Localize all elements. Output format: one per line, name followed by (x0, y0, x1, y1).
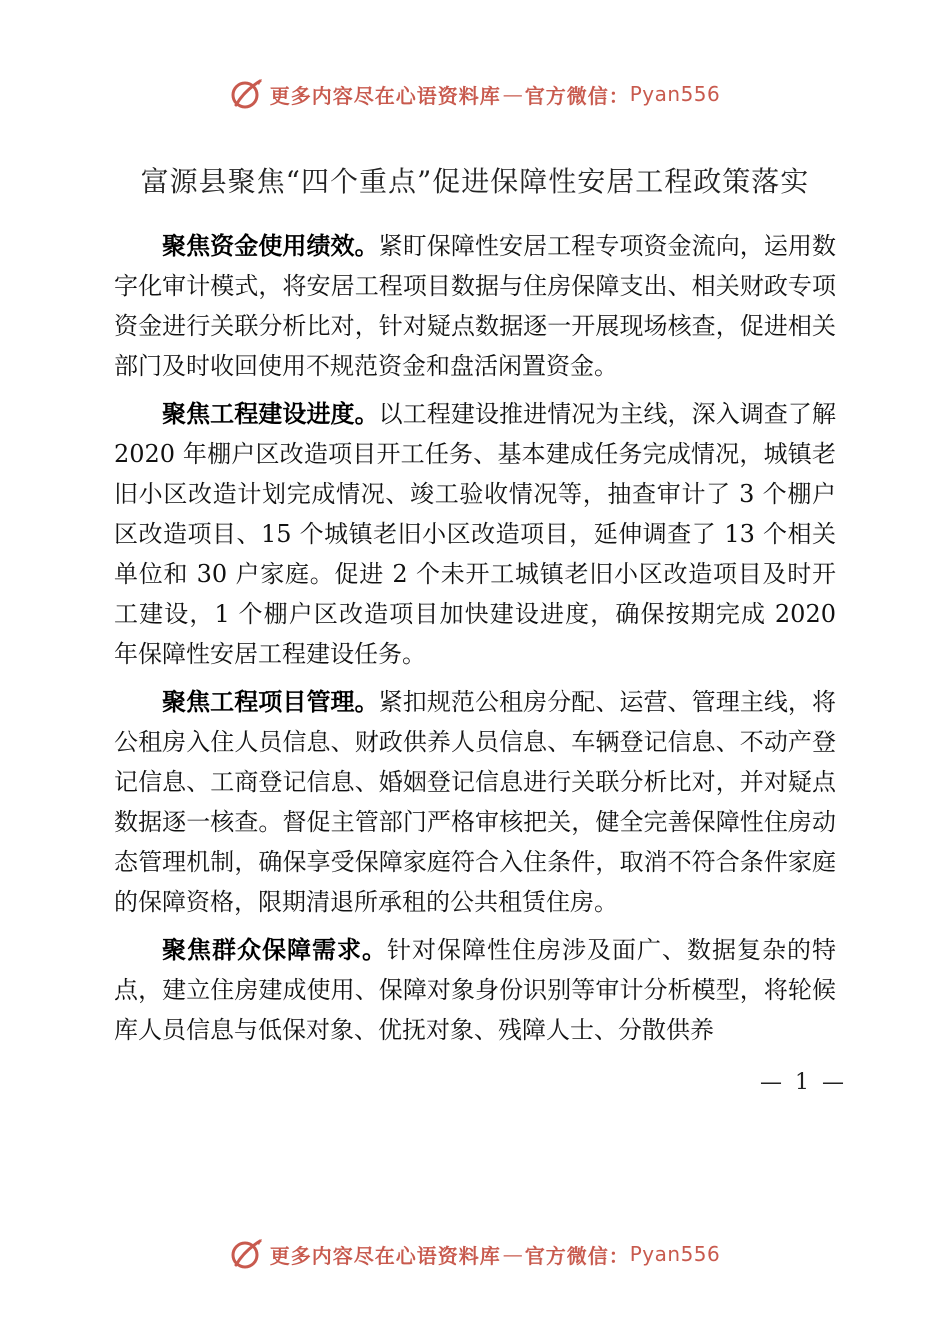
paragraph-text: 紧盯保障性安居工程专项资金流向，运用数字化审计模式，将安居工程项目数据与住房保障支出、相关财政专项资金进行关联分析比对，针对疑点数据逐一开展现场核查，促进相关部门及时收回使用不规范资金和盘活闲置资金。 (114, 232, 837, 380)
watermark-label: 官方微信： (524, 83, 630, 108)
paragraph-lead: 聚焦群众保障需求。 (162, 936, 387, 964)
watermark-id: Pyan556 (629, 82, 721, 106)
document-title: 富源县聚焦“四个重点”促进保障性安居工程政策落实 (140, 165, 810, 198)
paragraph-lead: 聚焦工程建设进度。 (162, 400, 379, 428)
watermark-header (0, 74, 950, 114)
document-body (114, 226, 836, 1058)
paragraph-lead: 聚焦资金使用绩效。 (162, 232, 379, 260)
watermark-id: Pyan556 (629, 1242, 721, 1266)
watermark-label: 官方微信： (524, 1243, 630, 1268)
paragraph-text: 紧扣规范公租房分配、运营、管理主线，将公租房入住人员信息、财政供养人员信息、车辆登记信息、不动产登记信息、工商登记信息、婚姻登记信息进行关联分析比对，并对疑点数据逐一核查。督促主管部门严格审核把关，健全完善保障性住房动态管理机制，确保享受保障家庭符合入住条件，取消不符合条件家庭的保障资格，限期清退所承租的公共租赁住房。 (114, 688, 837, 916)
paragraph-text: 针对保障性住房涉及面广、数据复杂的特点，建立住房建成使用、保障对象身份识别等审计分析模型，将轮候库人员信息与低保对象、优抚对象、残障人士、分散供养 (114, 936, 836, 1044)
paragraph-lead: 聚焦工程项目管理。 (162, 688, 379, 716)
brush-logo-icon (230, 1237, 264, 1271)
watermark-separator: — (502, 82, 523, 106)
paragraph-management (114, 682, 836, 922)
watermark-text: 更多内容尽在心语资料库 (269, 1243, 501, 1268)
watermark-footer (0, 1234, 950, 1274)
brush-logo-icon (230, 77, 264, 111)
watermark-text: 更多内容尽在心语资料库 (269, 83, 501, 108)
page-number: — 1 — (760, 1070, 847, 1095)
paragraph-text: 以工程建设推进情况为主线，深入调查了解 2020 年棚户区改造项目开工任务、基本建成任务完成情况，城镇老旧小区改造计划完成情况、竣工验收情况等，抽查审计了 3 个棚户区改造项目、15 个城镇老旧小区改造项目，延伸调查了 13 个相关单位和 30 户家庭。促进 2 个未开工城镇老旧小区改造项目及时开工建设，1 个棚户区改造项目加快建设进度，确保按期完成 2020 年保障性安居工程建设任务。 (114, 400, 837, 668)
paragraph-funds (114, 226, 836, 386)
paragraph-progress (114, 394, 836, 674)
watermark-separator: — (502, 1242, 523, 1266)
paragraph-needs (114, 930, 836, 1050)
